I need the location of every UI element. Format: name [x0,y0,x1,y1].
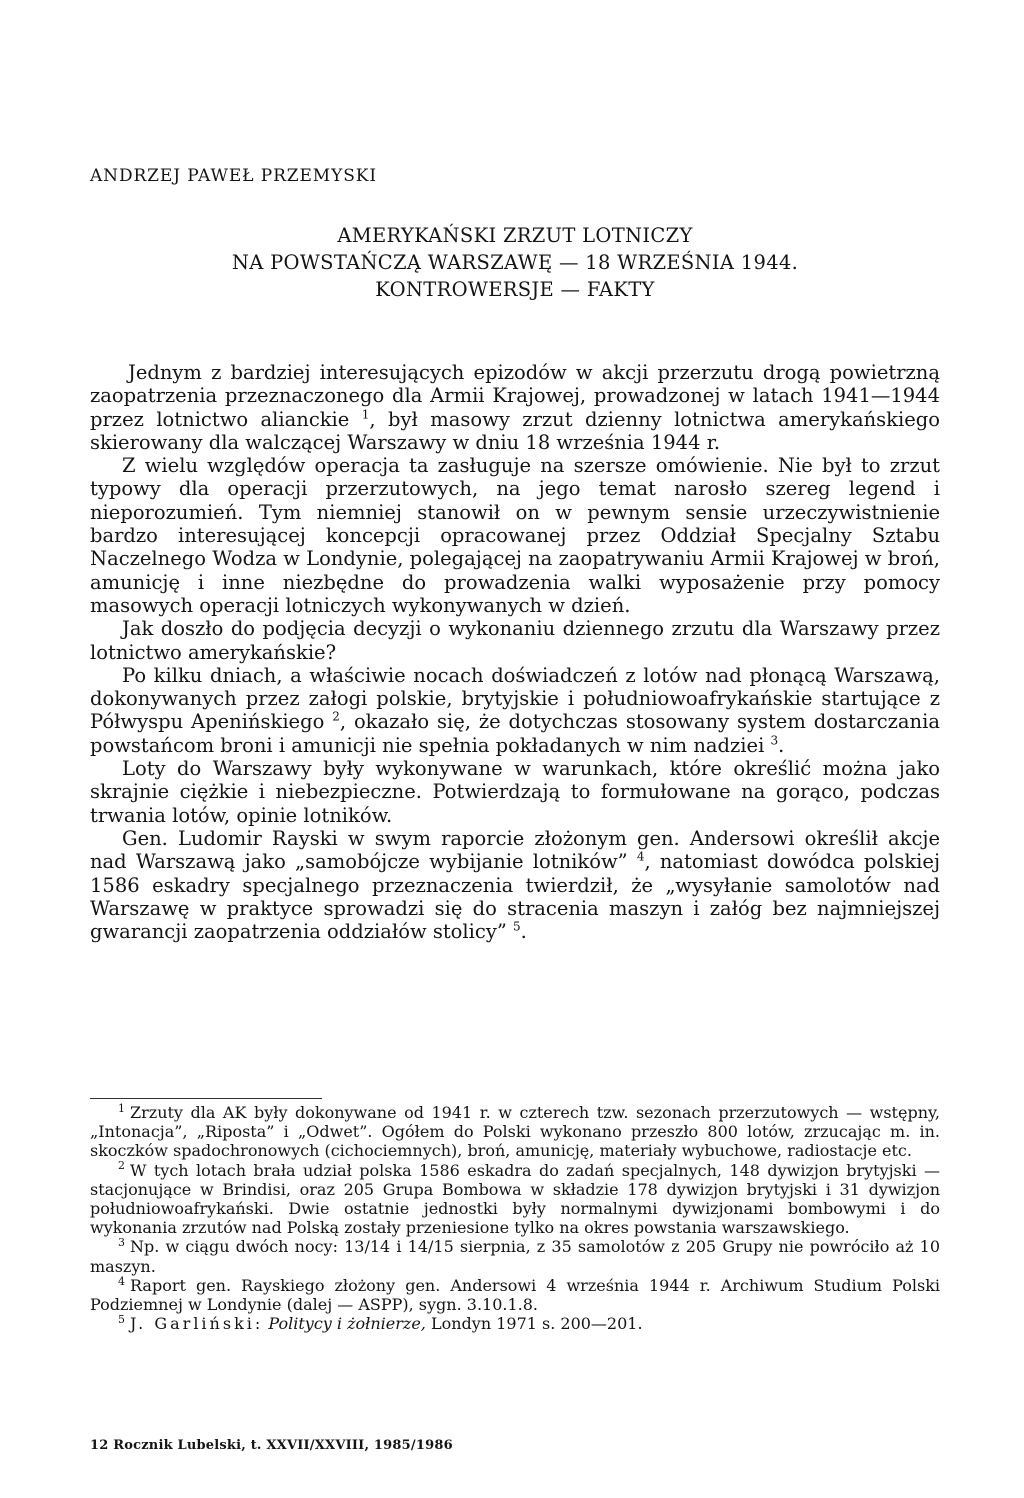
footnote-4 [90,1276,940,1314]
footnote-1-text: Zrzuty dla AK były dokonywane od 1941 r. w czterech tzw. sezonach przerzutowych — wstępny, „Intonacja”, „Riposta” i „Odwet”. Ogółem do Polski wykonano przeszło 800 lotów, zrzucając m. in. skoczków spadochronowych (cichociemnych), broń, amunicję, materiały wybuchowe, radiostacje etc. [90,1103,940,1161]
footnote-1 [90,1103,940,1161]
paragraph-2: Z wielu względów operacja ta zasługuje na szersze omówienie. Nie był to zrzut typowy dla operacji przerzutowych, na jego temat narosło szereg legend i nieporozumień. Tym niemniej stanowił on w pewnym sensie urzeczywistnienie bardzo interesującej koncepcji opracowanej przez Oddział Specjalny Sztabu Naczelnego Wodza w Londynie, polegającej na zaopatrywaniu Armii Krajowej w broń, amunicję i inne niezbędne do prowadzenia walki wyposażenie przy pomocy masowych operacji lotniczych wykonywanych w dzień. [90,454,940,617]
footnote-4-text: Raport gen. Rayskiego złożony gen. Andersowi 4 września 1944 r. Archiwum Studium Polski Podziemnej w Londynie (dalej — ASPP), sygn. 3.10.1.8. [90,1275,940,1315]
paragraph-4-text-c: . [778,733,785,757]
document-page [90,0,940,1498]
paragraph-4-text-a: Po kilku dniach, a właściwie nocach doświadczeń z lotów nad płonącą Warszawą, dokonywanych przez załogi polskie, brytyjskie i południowoafrykańskie startujące z Półwyspu Apenińskiego [90,663,940,734]
footnote-ref-5: 5 [513,919,521,934]
paragraph-6-text-b: , natomiast dowódca polskiej 1586 eskadry specjalnego przeznaczenia twierdził, że „wysyłanie samolotów nad Warszawę w praktyce sprowadzi się do stracenia maszyn i załóg bez najmniejszej gwarancji zaopatrzenia oddziałów stolicy” [90,850,940,944]
footnote-mark-2: 2 [118,1159,125,1173]
footnotes [90,1103,940,1333]
title-line-2: NA POWSTAŃCZĄ WARSZAWĘ — 18 WRZEŚNIA 1944. [231,251,799,274]
paragraph-1 [90,361,940,454]
footnote-3 [90,1237,940,1275]
paragraph-5: Loty do Warszawy były wykonywane w warunkach, które określić można jako skrajnie ciężkie i niebezpieczne. Potwierdzają to formułowane na gorąco, podczas trwania lotów, opinie lotników. [90,757,940,827]
footnote-ref-1: 1 [361,407,370,422]
article-body [90,361,940,943]
footnote-5 [90,1314,940,1333]
author-name: ANDRZEJ PAWEŁ PRZEMYSKI [90,166,377,186]
footnote-ref-3: 3 [770,733,779,748]
title-line-1: AMERYKAŃSKI ZRZUT LOTNICZY [337,224,693,247]
footnote-divider [90,1098,322,1099]
paragraph-1-text-b: , był masowy zrzut dzienny lotnictwa amerykańskiego skierowany dla walczącej Warszawy w dniu 18 września 1944 r. [90,407,940,454]
footnote-2-text: W tych lotach brała udział polska 1586 eskadra do zadań specjalnych, 148 dywizjon brytyjski — stacjonujące w Brindisi, oraz 205 Grupa Bombowa w składzie 178 dywizjon brytyjski i 31 dywizjon południowoafrykański. Dwie ostatnie jednostki były normalnymi dywizjonami bombowymi i do wykonania zrzutów nad Polską zostały przeniesione tylko na okres powstania warszawskiego. [90,1160,940,1238]
paragraph-1-text-a: Jednym z bardziej interesujących epizodów w akcji przerzutu drogą powietrzną zaopatrzenia przeznaczonego dla Armii Krajowej, prowadzonej w latach 1941—1944 przez lotnictwo alianckie [90,361,940,431]
page-footer: 12 Rocznik Lubelski, t. XXVII/XXVIII, 1985/1986 [90,1438,453,1453]
footnote-mark-4: 4 [118,1274,125,1288]
article-title [90,222,940,303]
paragraph-6 [90,827,940,943]
title-line-3: KONTROWERSJE — FAKTY [375,278,655,301]
footnote-5-title: Politycy i żołnierze, [268,1314,426,1334]
footnote-ref-4: 4 [636,849,645,864]
footnote-mark-1: 1 [118,1101,125,1115]
paragraph-3: Jak doszło do podjęcia decyzji o wykonaniu dziennego zrzutu dla Warszawy przez lotnictwo amerykańskie? [90,617,940,664]
paragraph-6-text-a: Gen. Ludomir Rayski w swym raporcie złożonym gen. Andersowi określił akcje nad Warszawą jako „samobójcze wybijanie lotników” [90,826,940,874]
footnote-5-rest: Londyn 1971 s. 200—201. [430,1314,643,1334]
paragraph-4 [90,664,940,757]
paragraph-6-text-c: . [520,920,527,944]
footnote-ref-2: 2 [332,709,340,724]
footnote-2 [90,1161,940,1238]
footnote-5-author: J. Garliński: [130,1314,264,1334]
paragraph-4-text-b: , okazało się, że dotychczas stosowany system dostarczania powstańcom broni i amunicji nie spełnia pokładanych w nim nadziei [90,710,940,757]
footnote-mark-5: 5 [118,1312,125,1326]
footnote-mark-3: 3 [118,1236,125,1250]
footnote-3-text: Np. w ciągu dwóch nocy: 13/14 i 14/15 sierpnia, z 35 samolotów z 205 Grupy nie powróciło aż 10 maszyn. [90,1237,940,1276]
